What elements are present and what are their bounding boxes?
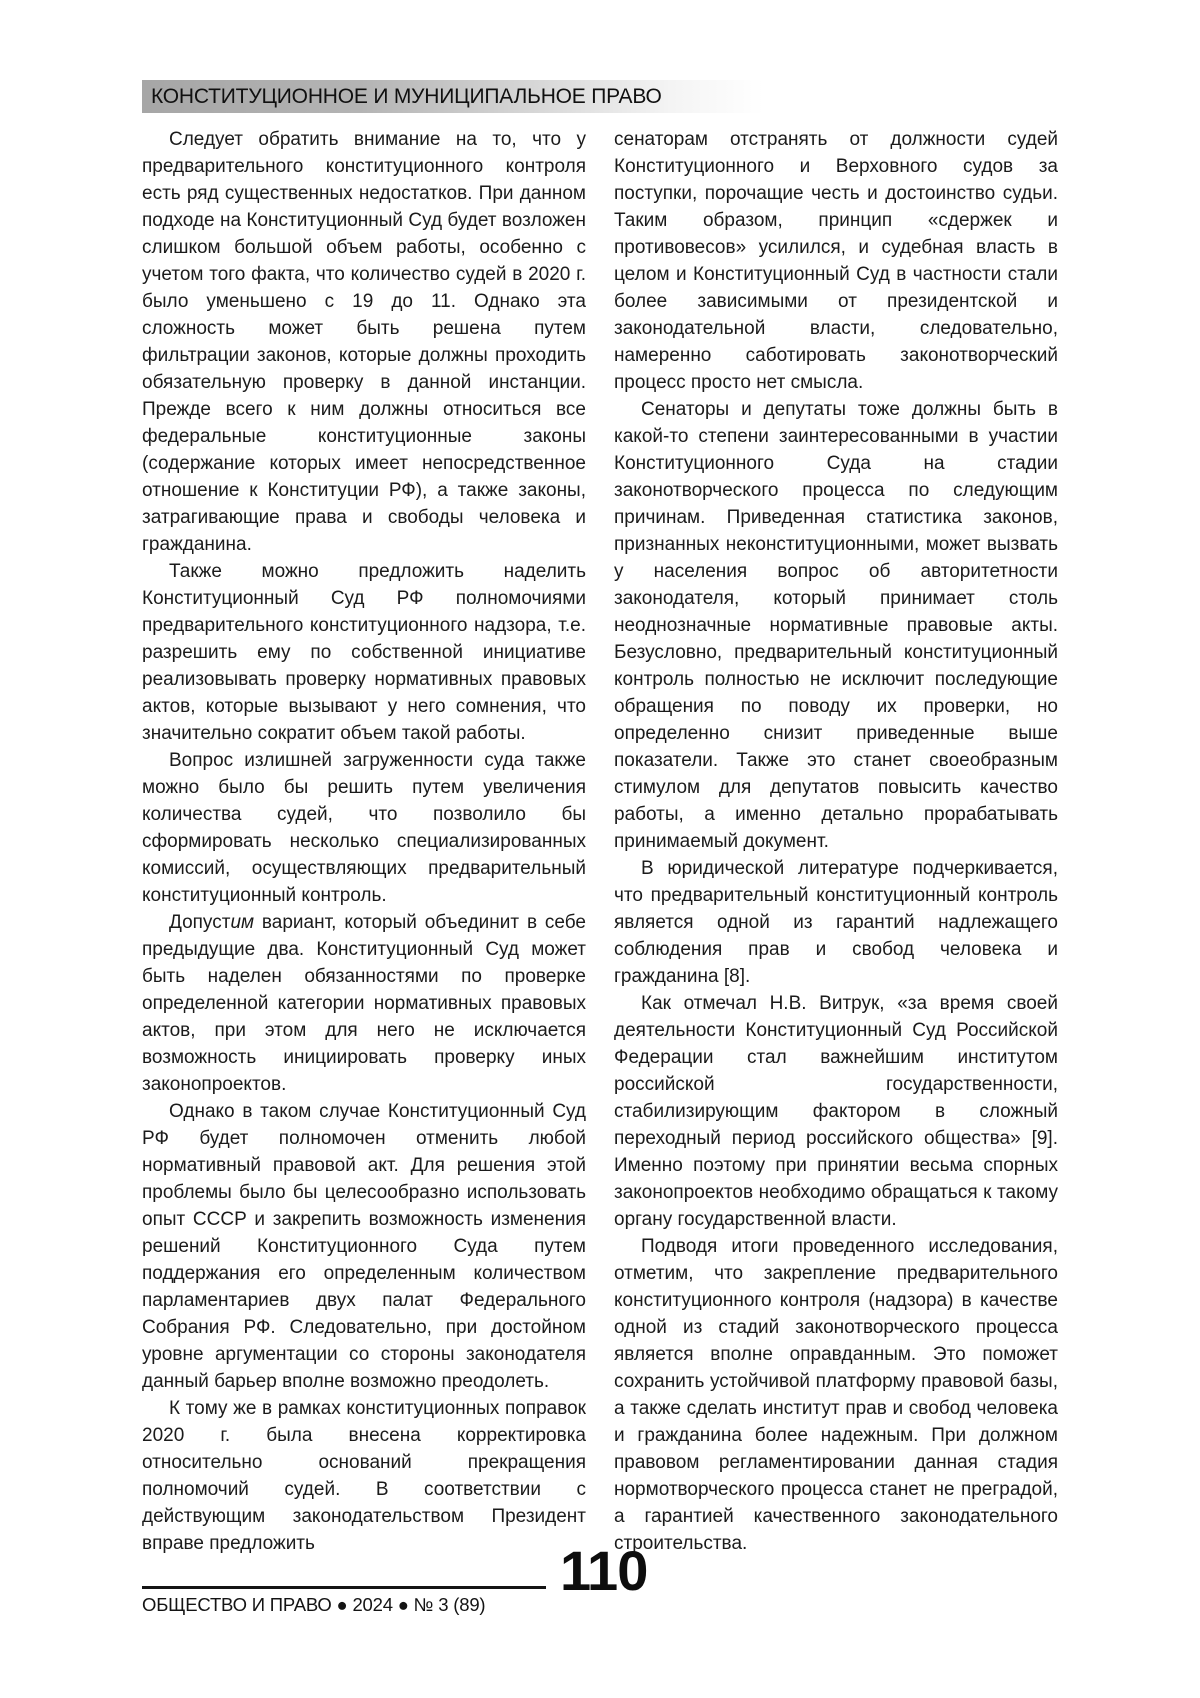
- paragraph: [614, 855, 1058, 990]
- paragraph-text: Сенаторы и депутаты тоже должны быть в какой-то степени заинтересованными в участии Конституционного Суда на стадии законотворческого процесса по следующим причинам. Приведенная статистика законов, признанных неконституционными, может вызвать у населения вопрос об авторитетности законодателя, который принимает столь неоднозначные нормативные правовые акты. Безусловно, предварительный конституционный контроль полностью не исключит последующие обращения по поводу их проверки, но определенно снизит приведенные выше показатели. Также это станет своеобразным стимулом для депутатов повысить качество работы, а именно детально прорабатывать принимаемый документ.: [614, 399, 1058, 852]
- paragraph-text: Однако в таком случае Конституционный Суд РФ будет полномочен отменить любой нормативный правовой акт. Для решения этой проблемы было бы целесообразно использовать опыт СССР и закрепить возможность изменения решений Конституционного Суда путем поддержания его определенным количеством парламентариев двух палат Федерального Собрания РФ. Следовательно, при достойном уровне аргументации со стороны законодателя данный барьер вполне возможно преодолеть.: [142, 1101, 586, 1392]
- paragraph: [614, 990, 1058, 1233]
- paragraph: [614, 1233, 1058, 1557]
- paragraph-text: Также можно предложить наделить Конституционный Суд РФ полномочиями предварительного конституционного надзора, т.е. разрешить ему по собственной инициативе реализовывать проверку нормативных правовых актов, которые вызывают у него сомнения, что значительно сократит объем такой работы.: [142, 561, 586, 744]
- text-column-left: [142, 126, 586, 1557]
- paragraph-text: Вопрос излишней загруженности суда также можно было бы решить путем увеличения количества судей, что позволило бы сформировать несколько специализированных комиссий, осуществляющих предварительный конституционный контроль.: [142, 750, 586, 906]
- paragraph: [614, 396, 1058, 855]
- section-title: КОНСТИТУЦИОННОЕ И МУНИЦИПАЛЬНОЕ ПРАВО: [151, 84, 662, 108]
- article-body: [142, 126, 1058, 1557]
- paragraph: [142, 747, 586, 909]
- paragraph: [142, 1395, 586, 1557]
- paragraph-text: Следует обратить внимание на то, что у предварительного конституционного контроля есть ряд существенных недостатков. При данном подходе на Конституционный Суд будет возложен слишком большой объем работы, особенно с учетом того факта, что количество судей в 2020 г. было уменьшено с 19 до 11. Однако эта сложность может быть решена путем фильтрации законов, которые должны проходить обязательную проверку в данной инстанции. Прежде всего к ним должны относиться все федеральные конституционные законы (содержание которых имеет непосредственное отношение к Конституции РФ), а также законы, затрагивающие права и свободы человека и гражданина.: [142, 129, 586, 555]
- paragraph: [142, 126, 586, 558]
- paragraph: [614, 126, 1058, 396]
- page-number: 110: [560, 1539, 648, 1602]
- paragraph-text: Допуст: [169, 912, 231, 933]
- text-column-right: [614, 126, 1058, 1557]
- paragraph-text: Как отмечал Н.В. Витрук, «за время своей деятельности Конституционный Суд Российской Федерации стал важнейшим институтом российской государственности, стабилизирующим фактором в сложный переходный период российского общества» [9]. Именно поэтому при принятии весьма спорных законопроектов необходимо обращаться к такому органу государственной власти.: [614, 993, 1058, 1230]
- footer-rule: [142, 1586, 546, 1589]
- section-header-bar: [142, 80, 764, 113]
- paragraph-text: Подводя итоги проведенного исследования, отметим, что закрепление предварительного конституционного контроля (надзора) в качестве одной из стадий законотворческого процесса является вполне оправданным. Это поможет сохранить устойчивой платформу правовой базы, а также сделать институт прав и свобод человека и гражданина более надежным. При должном правовом регламентировании данная стадия нормотворческого процесса станет не преградой, а гарантией качественного законодательного строительства.: [614, 1236, 1058, 1554]
- paragraph-text-italic: им: [230, 912, 255, 933]
- paragraph: [142, 558, 586, 747]
- journal-footer: ОБЩЕСТВО И ПРАВО ● 2024 ● № 3 (89): [142, 1594, 486, 1615]
- paragraph-text: В юридической литературе подчеркивается, что предварительный конституционный контроль является одной из гарантий надлежащего соблюдения прав и свобод человека и гражданина [8].: [614, 858, 1058, 987]
- paragraph: [142, 1098, 586, 1395]
- paragraph-text: К тому же в рамках конституционных поправок 2020 г. была внесена корректировка относительно оснований прекращения полномочий судей. В соответствии с действующим законодательством Президент вправе предложить: [142, 1398, 586, 1554]
- paragraph: [142, 909, 586, 1098]
- paragraph-text: сенаторам отстранять от должности судей Конституционного и Верховного судов за поступки, порочащие честь и достоинство судьи. Таким образом, принцип «сдержек и противовесов» усилился, и судебная власть в целом и Конституционный Суд в частности стали более зависимыми от президентской и законодательной власти, следовательно, намеренно саботировать законотворческий процесс просто нет смысла.: [614, 129, 1058, 393]
- paragraph-text: вариант, который объединит в себе предыдущие два. Конституционный Суд может быть наделен обязанностями по проверке определенной категории нормативных правовых актов, при этом для него не исключается возможность инициировать проверку иных законопроектов.: [142, 912, 586, 1095]
